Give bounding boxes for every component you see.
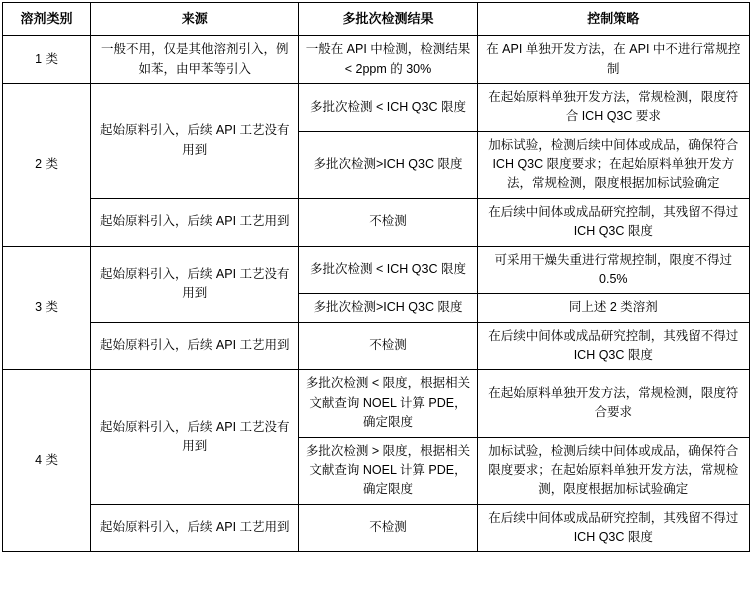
table-body xyxy=(3,36,750,552)
cell-source: 起始原料引入，后续 API 工艺用到 xyxy=(91,198,299,246)
cell-test-result: 多批次检测 < ICH Q3C 限度 xyxy=(299,246,477,294)
column-header-source: 来源 xyxy=(91,3,299,36)
cell-source: 一般不用，仅是其他溶剂引入，例如苯，由甲苯等引入 xyxy=(91,36,299,84)
cell-control-strategy: 在起始原料单独开发方法，常规检测，限度符合 ICH Q3C 要求 xyxy=(477,83,749,131)
table-row xyxy=(3,322,750,370)
cell-test-result: 不检测 xyxy=(299,198,477,246)
cell-solvent-category: 1 类 xyxy=(3,36,91,84)
cell-test-result: 多批次检测>ICH Q3C 限度 xyxy=(299,131,477,198)
table-row xyxy=(3,504,750,552)
cell-control-strategy: 加标试验，检测后续中间体或成品，确保符合限度要求；在起始原料单独开发方法，常规检测，限度根据加标试验确定 xyxy=(477,437,749,504)
cell-source: 起始原料引入，后续 API 工艺没有用到 xyxy=(91,246,299,322)
cell-test-result: 不检测 xyxy=(299,504,477,552)
cell-source: 起始原料引入，后续 API 工艺用到 xyxy=(91,504,299,552)
cell-source: 起始原料引入，后续 API 工艺用到 xyxy=(91,322,299,370)
cell-solvent-category: 3 类 xyxy=(3,246,91,370)
cell-source: 起始原料引入，后续 API 工艺没有用到 xyxy=(91,370,299,504)
solvent-control-table xyxy=(2,2,750,552)
cell-solvent-category: 4 类 xyxy=(3,370,91,552)
cell-control-strategy: 在后续中间体或成品研究控制，其残留不得过 ICH Q3C 限度 xyxy=(477,504,749,552)
cell-control-strategy: 在起始原料单独开发方法，常规检测，限度符合要求 xyxy=(477,370,749,437)
column-header-result: 多批次检测结果 xyxy=(299,3,477,36)
table-row xyxy=(3,370,750,437)
cell-test-result: 多批次检测 < 限度，根据相关文献查询 NOEL 计算 PDE，确定限度 xyxy=(299,370,477,437)
column-header-category: 溶剂类别 xyxy=(3,3,91,36)
cell-test-result: 不检测 xyxy=(299,322,477,370)
cell-test-result: 一般在 API 中检测，检测结果 < 2ppm 的 30% xyxy=(299,36,477,84)
cell-source: 起始原料引入，后续 API 工艺没有用到 xyxy=(91,83,299,198)
cell-control-strategy: 在后续中间体或成品研究控制，其残留不得过 ICH Q3C 限度 xyxy=(477,198,749,246)
cell-test-result: 多批次检测 < ICH Q3C 限度 xyxy=(299,83,477,131)
cell-solvent-category: 2 类 xyxy=(3,83,91,246)
cell-control-strategy: 在 API 单独开发方法，在 API 中不进行常规控制 xyxy=(477,36,749,84)
table-row xyxy=(3,36,750,84)
column-header-control: 控制策略 xyxy=(477,3,749,36)
table-header xyxy=(3,3,750,36)
table-row xyxy=(3,246,750,294)
cell-control-strategy: 同上述 2 类溶剂 xyxy=(477,294,749,322)
cell-control-strategy: 在后续中间体或成品研究控制，其残留不得过 ICH Q3C 限度 xyxy=(477,322,749,370)
table-row xyxy=(3,83,750,131)
table-header-row xyxy=(3,3,750,36)
table-row xyxy=(3,198,750,246)
cell-test-result: 多批次检测 > 限度，根据相关文献查询 NOEL 计算 PDE，确定限度 xyxy=(299,437,477,504)
cell-control-strategy: 可采用干燥失重进行常规控制，限度不得过 0.5% xyxy=(477,246,749,294)
cell-test-result: 多批次检测>ICH Q3C 限度 xyxy=(299,294,477,322)
cell-control-strategy: 加标试验，检测后续中间体或成品，确保符合 ICH Q3C 限度要求；在起始原料单独开发方法，常规检测，限度根据加标试验确定 xyxy=(477,131,749,198)
